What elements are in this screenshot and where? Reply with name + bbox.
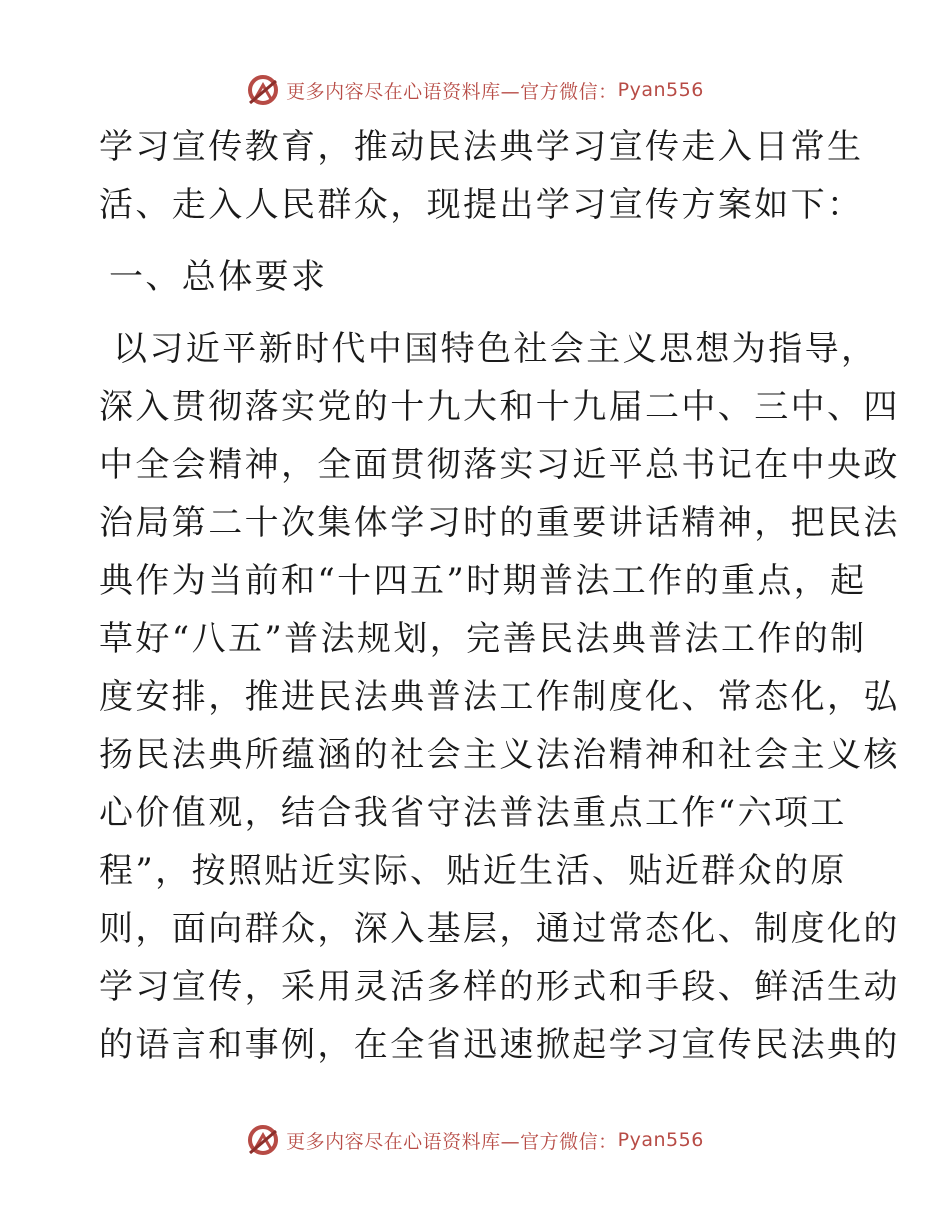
paragraph-line: 则，面向群众，深入基层，通过常态化、制度化的 [99, 909, 900, 949]
paragraph-line: 扬民法典所蕴涵的社会主义法治精神和社会主义核 [99, 735, 900, 775]
document-body [99, 118, 900, 1074]
paragraph-line: 治局第二十次集体学习时的重要讲话精神，把民法 [99, 503, 900, 543]
watermark-text: 更多内容尽在心语资料库—官方微信： [286, 80, 618, 103]
watermark-wechat-id: Pyan556 [617, 1129, 704, 1151]
paragraph-line: 度安排，推进民法典普法工作制度化、常态化，弘 [99, 677, 900, 717]
watermark-wechat-id: Pyan556 [617, 79, 704, 101]
header-watermark [0, 70, 950, 110]
paragraph-line: 以习近平新时代中国特色社会主义思想为指导， [113, 329, 878, 369]
paragraph-line: 学习宣传，采用灵活多样的形式和手段、鲜活生动 [99, 967, 900, 1007]
paragraph-line: 心价值观，结合我省守法普法重点工作“六项工 [99, 793, 847, 833]
paragraph-line: 的语言和事例，在全省迅速掀起学习宣传民法典的 [99, 1025, 900, 1065]
paragraph-line: 程”，按照贴近实际、贴近生活、贴近群众的原 [99, 851, 847, 891]
section-heading: 一、总体要求 [109, 257, 328, 297]
red-ribbon-logo-icon [246, 73, 280, 107]
paragraph-line: 典作为当前和“十四五”时期普法工作的重点，起 [99, 561, 867, 601]
paragraph-line: 中全会精神，全面贯彻落实习近平总书记在中央政 [99, 445, 900, 485]
paragraph-line: 活、走入人民群众，现提出学习宣传方案如下： [99, 185, 864, 225]
paragraph-line: 草好“八五”普法规划，完善民法典普法工作的制 [99, 619, 867, 659]
paragraph-line: 深入贯彻落实党的十九大和十九届二中、三中、四 [99, 387, 900, 427]
red-ribbon-logo-icon [246, 1123, 280, 1157]
paragraph-line: 学习宣传教育，推动民法典学习宣传走入日常生 [99, 127, 864, 167]
watermark-text: 更多内容尽在心语资料库—官方微信： [286, 1130, 618, 1153]
footer-watermark [0, 1120, 950, 1160]
